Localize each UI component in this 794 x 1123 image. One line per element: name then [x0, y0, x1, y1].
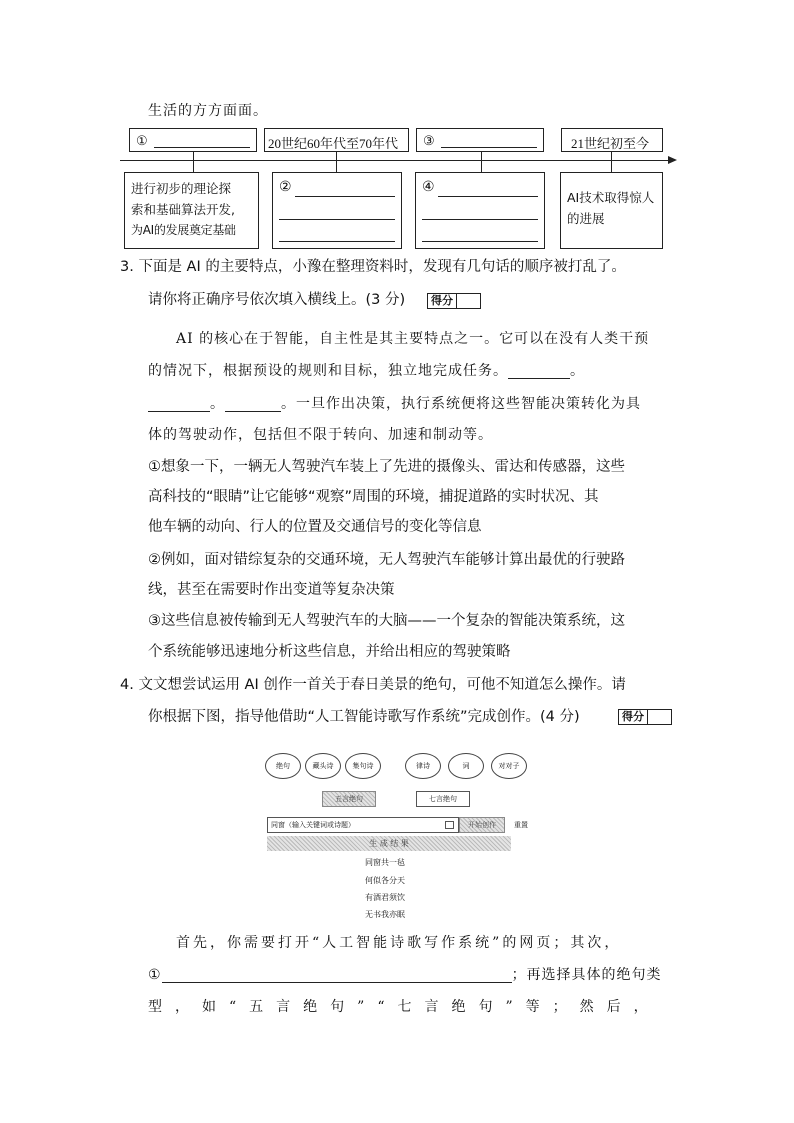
bottom-2-label: ②: [279, 180, 292, 195]
poem-line-4: 无书我亦眠: [365, 910, 405, 919]
poem-line-2: 何似各分天: [365, 876, 405, 885]
reset-button[interactable]: 重置: [514, 821, 528, 829]
bottom-4-line-2: 的进展: [567, 211, 605, 226]
blank-3: [441, 147, 537, 148]
q4-score-label: 得分: [619, 710, 648, 724]
blank-4a: [438, 196, 538, 197]
q3-blank-2[interactable]: [148, 397, 210, 412]
timeline-axis: [120, 160, 670, 161]
bottom-1-line-1: 进行初步的理论探: [131, 181, 232, 196]
q3-passage-3: [148, 397, 641, 412]
timeline-top-box-4: [561, 128, 663, 152]
start-button[interactable]: 开始创作: [459, 817, 505, 833]
timeline-bottom-box-3: [415, 172, 545, 249]
q3-option-2a: ②例如，面对错综复杂的交通环境，无人驾驶汽车能够计算出最优的行驶路: [148, 552, 625, 568]
blank-1: [154, 147, 250, 148]
timeline-top-box-2: [264, 128, 409, 152]
q4-score-box: [618, 709, 672, 725]
bottom-1-line-2: 索和基础算法开发,: [131, 202, 235, 217]
blank-2a: [295, 196, 395, 197]
bottom-4-line-1: AI技术取得惊人: [567, 190, 655, 205]
timeline-arrow: [668, 156, 677, 164]
oval-jueju[interactable]: 绝句: [265, 753, 301, 779]
q3-line-1: 3. 下面是 AI 的主要特点，小豫在整理资料时，发现有几句话的顺序被打乱了。: [120, 259, 626, 275]
timeline-label-1: ①: [136, 133, 148, 148]
q4-line-2: 你根据下图，指导他借助“人工智能诗歌写作系统”完成创作。(4 分): [148, 709, 580, 725]
q3-passage-2-end: 。: [570, 363, 585, 379]
poem-line-1: 同窗共一毡: [365, 858, 405, 867]
timeline-top-box-3: [416, 128, 544, 152]
oval-cangtou[interactable]: 藏头诗: [305, 753, 341, 779]
timeline-top-box-1: [129, 128, 257, 152]
result-bar: 生 成 结 果: [267, 836, 511, 851]
q4-line-1: 4. 文文想尝试运用 AI 创作一首关于春日美景的绝句，可他不知道怎么操作。请: [120, 677, 626, 693]
q4-blank-1[interactable]: [162, 968, 512, 983]
keyword-placeholder: 同窗（输入关键词或诗题）: [271, 821, 355, 829]
q4-answer-marker: ①: [148, 967, 162, 983]
timeline-bottom-box-1: [124, 172, 259, 249]
q3-passage-2: [148, 364, 585, 379]
type-qiyan-button[interactable]: 七言绝句: [416, 791, 470, 807]
bottom-1-line-3: 为AI的发展奠定基础: [131, 223, 236, 237]
type-wuyan-button[interactable]: 五言绝句: [322, 791, 376, 807]
timeline-label-4: 21世纪初至今: [571, 136, 650, 151]
q4-answer-line-2-end: ；再选择具体的绝句类: [511, 967, 662, 983]
q3-passage-3-sep: 。: [210, 396, 225, 412]
q3-option-3b: 个系统能够迅速地分析这些信息，并给出相应的驾驶策略: [148, 644, 511, 660]
timeline-label-2: 20世纪60年代至70年代: [268, 136, 399, 151]
blank-4c: [422, 241, 538, 242]
q3-passage-1: AI 的核心在于智能，自主性是其主要特点之一。它可以在没有人类干预: [176, 331, 650, 347]
keyboard-icon[interactable]: [445, 821, 454, 829]
q3-passage-4: 体的驾驶动作，包括但不限于转向、加速和制动等。: [148, 427, 493, 443]
q3-line-2: 请你将正确序号依次填入横线上。(3 分): [148, 292, 406, 308]
intro-tail: 生活的方方面面。: [148, 103, 268, 119]
oval-duiduizi[interactable]: 对对子: [491, 753, 527, 779]
connector-1: [193, 152, 194, 172]
oval-ci[interactable]: 词: [448, 753, 484, 779]
keyword-input[interactable]: [267, 817, 459, 833]
bottom-3-label: ④: [422, 180, 435, 195]
q3-blank-1[interactable]: [508, 364, 570, 379]
q3-option-3a: ③这些信息被传输到无人驾驶汽车的大脑——一个复杂的智能决策系统，这: [148, 613, 625, 629]
q4-answer-line-3: 型，如“五言绝句”“七言绝句”等；然后，: [148, 999, 661, 1015]
oval-jiju[interactable]: 集句诗: [345, 753, 381, 779]
q3-blank-3[interactable]: [225, 397, 281, 412]
timeline-label-3: ③: [423, 133, 435, 148]
blank-2b: [279, 219, 395, 220]
q4-answer-line-1: 首先，你需要打开“人工智能诗歌写作系统”的网页；其次，: [176, 935, 622, 951]
poem-line-3: 有酒君须饮: [365, 893, 405, 902]
oval-lvshi[interactable]: 律诗: [405, 753, 441, 779]
blank-2c: [279, 241, 395, 242]
connector-2: [336, 152, 337, 172]
connector-3: [481, 152, 482, 172]
q3-option-1a: ①想象一下，一辆无人驾驶汽车装上了先进的摄像头、雷达和传感器，这些: [148, 459, 625, 475]
q3-passage-3-text: 。一旦作出决策，执行系统便将这些智能决策转化为具: [281, 396, 641, 412]
q3-passage-2-text: 的情况下，根据预设的规则和目标，独立地完成任务。: [148, 363, 508, 379]
q4-answer-line-2: [148, 968, 662, 983]
q3-score-label: 得分: [428, 294, 457, 308]
blank-4b: [422, 219, 538, 220]
q3-option-1b: 高科技的“眼睛”让它能够“观察”周围的环境，捕捉道路的实时状况、其: [148, 489, 599, 505]
q3-score-box: [427, 293, 481, 309]
q3-option-1c: 他车辆的动向、行人的位置及交通信号的变化等信息: [148, 519, 482, 535]
q3-option-2b: 线，甚至在需要时作出变道等复杂决策: [148, 582, 395, 598]
timeline-bottom-box-2: [272, 172, 402, 249]
connector-4: [611, 152, 612, 172]
timeline-bottom-box-4: [560, 172, 663, 249]
